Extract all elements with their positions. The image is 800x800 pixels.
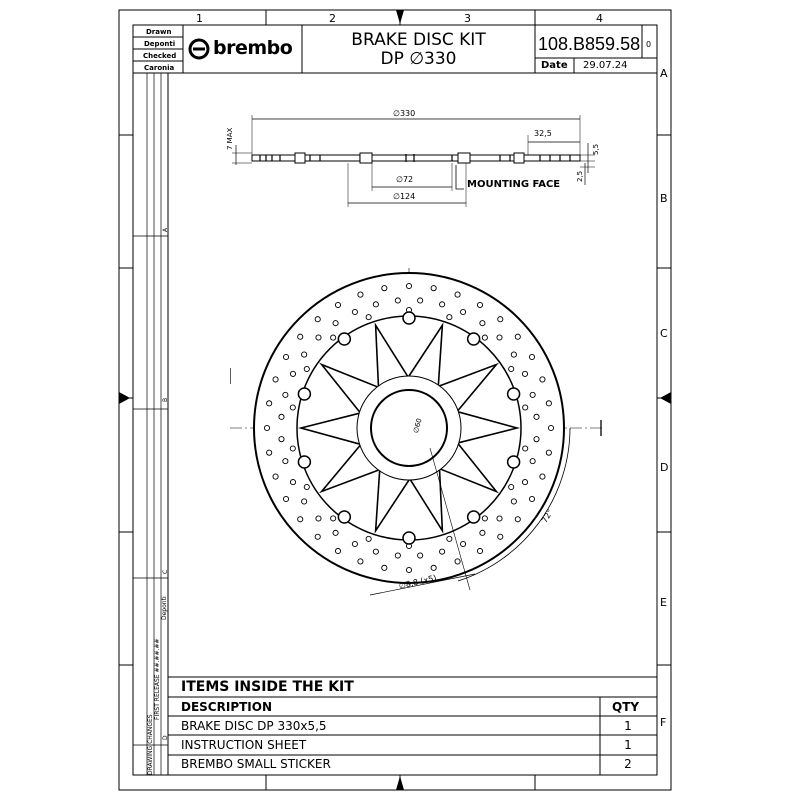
- rim-hole: [333, 530, 338, 535]
- rev-a: A: [162, 227, 169, 232]
- rim-hole: [316, 335, 321, 340]
- rim-hole: [279, 414, 284, 419]
- rim-hole: [331, 516, 336, 521]
- float-bobbin: [403, 312, 415, 324]
- rim-hole: [273, 474, 278, 479]
- rim-hole: [283, 392, 288, 397]
- rim-hole: [534, 414, 539, 419]
- rim-hole: [335, 548, 340, 553]
- rev-c: C: [162, 569, 169, 574]
- rim-hole: [273, 377, 278, 382]
- rim-hole: [304, 484, 309, 489]
- rim-hole: [366, 315, 371, 320]
- rim-hole: [302, 499, 307, 504]
- rim-hole: [290, 479, 295, 484]
- rim-hole: [509, 366, 514, 371]
- rim-hole: [447, 536, 452, 541]
- brembo-logo-icon: [188, 38, 210, 60]
- rim-hole: [382, 286, 387, 291]
- rev-d: D: [162, 735, 169, 740]
- float-bobbin: [298, 388, 310, 400]
- drawing-title-line2: DP ∅330: [380, 49, 457, 69]
- drawing-changes-label: DRAWING CHANGES: [147, 714, 154, 775]
- rim-hole: [540, 474, 545, 479]
- float-bobbin: [508, 388, 520, 400]
- rim-hole: [315, 534, 320, 539]
- part-number: 108.B859.58: [538, 34, 641, 54]
- first-release-label: FIRST RELEASE ##.##.##: [154, 638, 161, 720]
- kit-item-qty: 1: [624, 719, 632, 733]
- rim-hole: [418, 298, 423, 303]
- label-checked: Checked: [143, 52, 177, 60]
- rim-hole: [290, 371, 295, 376]
- rim-hole: [440, 302, 445, 307]
- rim-hole: [477, 548, 482, 553]
- rim-hole: [373, 549, 378, 554]
- rim-hole: [264, 425, 269, 430]
- dim-124: ∅124: [393, 192, 416, 201]
- mounting-face-label: MOUNTING FACE: [467, 179, 561, 190]
- zone-col-1: 1: [196, 12, 203, 25]
- dim-32-5: 32,5: [534, 129, 552, 138]
- rim-hole: [335, 302, 340, 307]
- float-bobbin: [468, 333, 480, 345]
- rim-hole: [534, 437, 539, 442]
- kit-item-qty: 1: [624, 738, 632, 752]
- kit-item-description: INSTRUCTION SHEET: [181, 738, 307, 752]
- rim-hole: [431, 286, 436, 291]
- zone-row-b: B: [660, 192, 668, 205]
- rim-hole: [498, 317, 503, 322]
- rim-hole: [540, 377, 545, 382]
- rim-hole: [358, 559, 363, 564]
- zone-row-a: A: [660, 67, 668, 80]
- dim-72: ∅72: [396, 175, 414, 184]
- rim-hole: [447, 315, 452, 320]
- rim-hole: [455, 559, 460, 564]
- rim-hole: [395, 553, 400, 558]
- rim-hole: [267, 450, 272, 455]
- kit-col-description: DESCRIPTION: [181, 700, 273, 714]
- rim-hole: [529, 354, 534, 359]
- rim-hole: [460, 309, 465, 314]
- drawn-by-label: Deponti: [161, 596, 168, 620]
- rim-hole: [497, 335, 502, 340]
- rim-hole: [267, 401, 272, 406]
- zone-row-f: F: [660, 716, 667, 729]
- rim-hole: [333, 321, 338, 326]
- rim-hole: [482, 335, 487, 340]
- rim-hole: [546, 401, 551, 406]
- label-drawn: Drawn: [146, 28, 172, 36]
- rim-hole: [523, 446, 528, 451]
- date-label: Date: [541, 60, 568, 71]
- dim-holes: ∅8,8 (x5): [398, 573, 438, 591]
- rim-hole: [482, 516, 487, 521]
- rim-hole: [477, 302, 482, 307]
- rim-hole: [530, 459, 535, 464]
- float-bobbin: [403, 532, 415, 544]
- rim-hole: [460, 541, 465, 546]
- label-checked-name: Caronia: [144, 64, 175, 72]
- zone-row-d: D: [660, 461, 669, 474]
- rim-hole: [529, 496, 534, 501]
- rim-hole: [440, 549, 445, 554]
- float-bobbin: [468, 511, 480, 523]
- rim-hole: [373, 302, 378, 307]
- rim-hole: [515, 334, 520, 339]
- rim-hole: [498, 534, 503, 539]
- label-drawn-name: Deponti: [144, 40, 176, 48]
- rim-hole: [509, 484, 514, 489]
- brembo-logo: [188, 37, 300, 61]
- rim-hole: [511, 352, 516, 357]
- rim-hole: [480, 530, 485, 535]
- dim-7max: 7 MAX: [226, 127, 234, 150]
- rim-hole: [546, 450, 551, 455]
- kit-item-description: BREMBO SMALL STICKER: [181, 757, 331, 771]
- rim-hole: [548, 425, 553, 430]
- kit-heading: ITEMS INSIDE THE KIT: [181, 679, 354, 695]
- dim-2-5: 2,5: [576, 170, 584, 182]
- zone-row-e: E: [660, 596, 667, 609]
- rim-hole: [431, 565, 436, 570]
- rim-hole: [283, 354, 288, 359]
- rim-hole: [358, 292, 363, 297]
- rim-hole: [511, 499, 516, 504]
- float-bobbin: [508, 456, 520, 468]
- rim-hole: [480, 321, 485, 326]
- rim-hole: [395, 298, 400, 303]
- zone-col-3: 3: [464, 12, 471, 25]
- rim-hole: [523, 405, 528, 410]
- rim-hole: [283, 459, 288, 464]
- drawing-title-line1: BRAKE DISC KIT: [351, 30, 486, 50]
- rim-hole: [406, 283, 411, 288]
- dim-72-deg: 72°: [540, 507, 555, 525]
- rim-hole: [530, 392, 535, 397]
- rim-hole: [283, 496, 288, 501]
- kit-item-description: BRAKE DISC DP 330x5,5: [181, 719, 327, 733]
- rim-hole: [522, 371, 527, 376]
- rim-hole: [302, 352, 307, 357]
- date-value: 29.07.24: [583, 60, 628, 71]
- zone-col-2: 2: [329, 12, 336, 25]
- rev-b: B: [162, 397, 169, 402]
- zone-col-4: 4: [596, 12, 603, 25]
- kit-col-qty: QTY: [612, 700, 640, 714]
- float-bobbin: [298, 456, 310, 468]
- float-bobbin: [338, 333, 350, 345]
- dim-60: ∅60: [412, 417, 424, 435]
- rim-hole: [497, 516, 502, 521]
- dim-330: ∅330: [393, 109, 416, 118]
- revision-index: 0: [646, 40, 652, 49]
- rim-hole: [366, 536, 371, 541]
- rim-hole: [290, 405, 295, 410]
- rim-hole: [316, 516, 321, 521]
- rim-hole: [406, 567, 411, 572]
- rim-hole: [352, 541, 357, 546]
- rim-hole: [455, 292, 460, 297]
- kit-item-qty: 2: [624, 757, 632, 771]
- float-bobbin: [338, 511, 350, 523]
- rim-hole: [315, 317, 320, 322]
- brembo-wordmark: brembo: [213, 37, 293, 59]
- rim-hole: [290, 446, 295, 451]
- rim-hole: [515, 517, 520, 522]
- rim-hole: [304, 366, 309, 371]
- rim-hole: [418, 553, 423, 558]
- rim-hole: [522, 479, 527, 484]
- zone-row-c: C: [660, 327, 668, 340]
- rim-hole: [382, 565, 387, 570]
- rim-hole: [352, 309, 357, 314]
- rim-hole: [279, 437, 284, 442]
- dim-5-5: 5,5: [592, 143, 600, 155]
- rim-hole: [331, 335, 336, 340]
- rim-hole: [298, 517, 303, 522]
- rim-hole: [298, 334, 303, 339]
